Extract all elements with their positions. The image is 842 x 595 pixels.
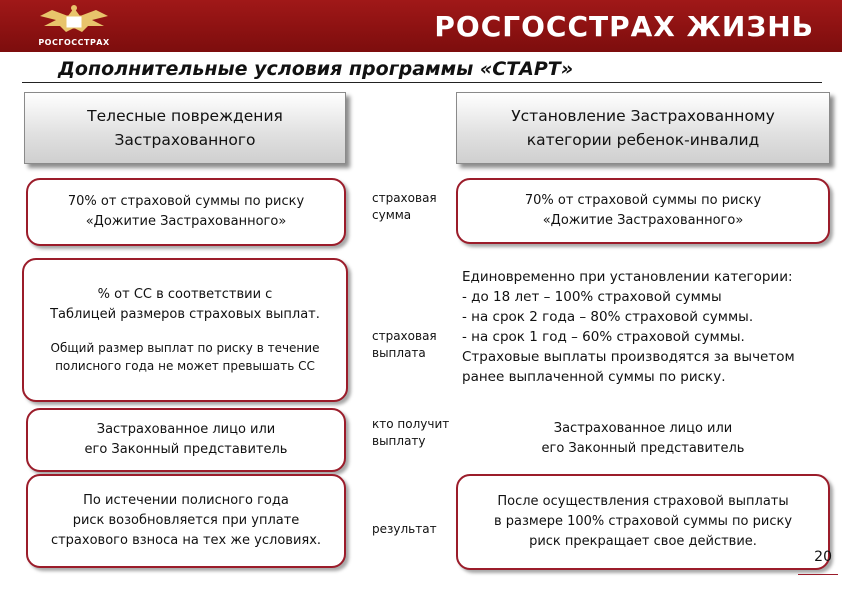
right-payout-line-3: - на срок 2 года – 80% страховой суммы. xyxy=(462,309,754,325)
right-payout-text xyxy=(462,267,834,387)
right-result-line-3: риск прекращает свое действие. xyxy=(529,534,757,549)
header-banner xyxy=(0,0,842,52)
left-result-line-2: риск возобновляется при уплате xyxy=(72,513,300,528)
page-title: Дополнительные условия программы «СТАРТ» xyxy=(58,58,574,80)
left-column-header xyxy=(24,92,346,164)
row-label-sum-line-1: страховая xyxy=(372,191,437,205)
left-payout-note-line-2: полисного года не может превышать СС xyxy=(55,359,315,373)
right-result-box xyxy=(456,474,830,570)
row-label-payout-line-1: страховая xyxy=(372,329,437,343)
left-payout-box xyxy=(22,258,348,402)
left-payout-line-2: Таблицей размеров страховых выплат. xyxy=(50,307,320,322)
right-payout-line-1: Единовременно при установлении категории: xyxy=(462,269,793,285)
row-label-sum-line-2: сумма xyxy=(372,208,412,222)
right-recipient-line-1: Застрахованное лицо или xyxy=(553,421,733,436)
row-label-result-line-1: результат xyxy=(372,522,437,536)
row-label-result xyxy=(372,521,437,538)
left-header-line-2: Застрахованного xyxy=(114,131,256,149)
left-payout-note-line-1: Общий размер выплат по риску в течение xyxy=(50,341,320,355)
right-recipient-line-2: его Законный представитель xyxy=(541,441,745,456)
row-label-recipient xyxy=(372,416,449,450)
brand-name: РОСГОССТРАХ ЖИЗНЬ xyxy=(434,10,814,43)
right-payout-line-4: - на срок 1 год – 60% страховой суммы. xyxy=(462,329,745,345)
left-payout-line-1: % от СС в соответствии с xyxy=(97,287,273,302)
left-recipient-box xyxy=(26,408,346,472)
row-label-recipient-line-2: выплату xyxy=(372,434,426,448)
page-number-underline xyxy=(798,574,838,575)
left-payout-note xyxy=(51,339,320,375)
right-sum-line-2: «Дожитие Застрахованного» xyxy=(542,213,744,228)
left-result-line-1: По истечении полисного года xyxy=(83,493,289,508)
page-number: 20 xyxy=(814,549,832,565)
right-result-line-2: в размере 100% страховой суммы по риску xyxy=(493,514,793,529)
row-label-payout xyxy=(372,328,437,362)
logo-caption: РОСГОССТРАХ xyxy=(38,38,110,47)
row-label-sum xyxy=(372,190,437,224)
right-header-line-2: категории ребенок-инвалид xyxy=(526,131,760,149)
right-header-line-1: Установление Застрахованному xyxy=(511,107,775,125)
left-result-box xyxy=(26,474,346,568)
right-payout-line-5: Страховые выплаты производятся за вычетом xyxy=(462,349,795,365)
right-sum-line-1: 70% от страховой суммы по риску xyxy=(524,193,762,208)
row-label-recipient-line-1: кто получит xyxy=(372,417,450,431)
left-recipient-line-1: Застрахованное лицо или xyxy=(96,422,276,437)
right-recipient-box xyxy=(456,408,830,470)
left-sum-line-1: 70% от страховой суммы по риску xyxy=(67,194,305,209)
left-recipient-line-2: его Законный представитель xyxy=(84,442,288,457)
right-sum-box xyxy=(456,178,830,244)
row-label-payout-line-2: выплата xyxy=(372,346,426,360)
right-payout-line-6: ранее выплаченной суммы по риску. xyxy=(462,369,726,385)
left-sum-box xyxy=(26,178,346,246)
title-divider xyxy=(22,82,822,83)
right-payout-line-2: - до 18 лет – 100% страховой суммы xyxy=(462,289,722,305)
left-header-line-1: Телесные повреждения xyxy=(87,107,283,125)
left-result-line-3: страхового взноса на тех же условиях. xyxy=(50,533,322,548)
right-result-line-1: После осуществления страховой выплаты xyxy=(497,494,789,509)
right-column-header xyxy=(456,92,830,164)
left-sum-line-2: «Дожитие Застрахованного» xyxy=(85,214,287,229)
